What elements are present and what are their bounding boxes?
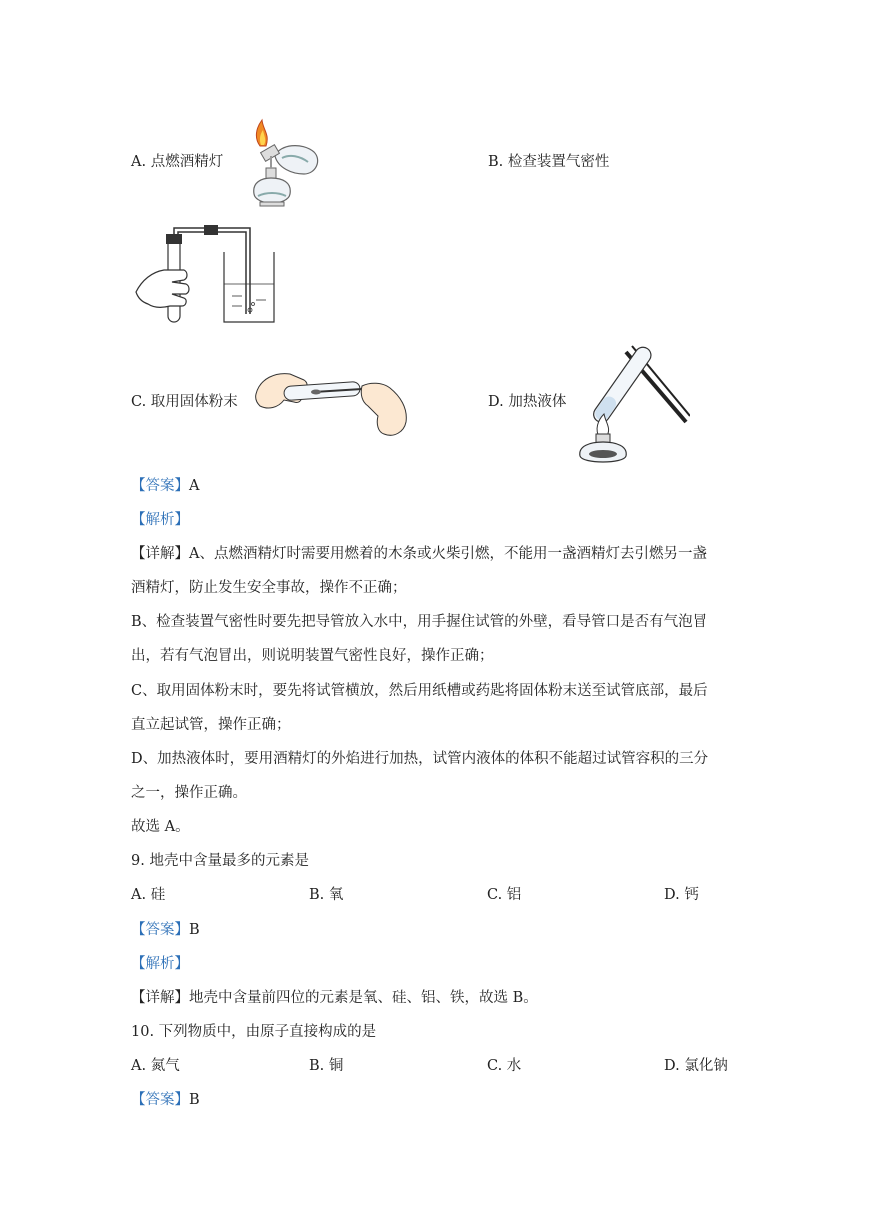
- q10-answer: [131, 1090, 200, 1110]
- q9-answer: [131, 920, 200, 940]
- q10-option-d: D. 氯化钠: [664, 1058, 728, 1074]
- answer-value: B: [189, 1092, 200, 1108]
- q8-detail-line-8: 之一，操作正确。: [131, 785, 247, 801]
- detail-tag: 【详解】: [131, 990, 189, 1006]
- q9-option-a: A. 硅: [131, 887, 166, 903]
- q8-detail-line-1: [131, 544, 707, 564]
- answer-value: A: [189, 478, 200, 494]
- q9-detail: [131, 988, 538, 1008]
- q9-option-c: C. 铝: [487, 887, 522, 903]
- answer-tag: 【答案】: [131, 1092, 189, 1108]
- q8-option-b: B. 检查装置气密性: [488, 154, 610, 170]
- q9-analysis-tag: 【解析】: [131, 956, 189, 972]
- q10-stem: 10. 下列物质中，由原子直接构成的是: [131, 1024, 377, 1040]
- answer-tag: 【答案】: [131, 922, 189, 938]
- detail-text: 地壳中含量前四位的元素是氧、硅、铝、铁，故选 B。: [189, 990, 538, 1006]
- q9-option-d: D. 钙: [664, 887, 699, 903]
- answer-value: B: [189, 922, 200, 938]
- q8-detail-line-7: D、加热液体时，要用酒精灯的外焰进行加热，试管内液体的体积不能超过试管容积的三分: [131, 751, 709, 767]
- q8-option-d: D. 加热液体: [488, 394, 567, 410]
- q10-option-c: C. 水: [487, 1058, 522, 1074]
- lighting-alcohol-lamp-figure: [230, 116, 330, 214]
- q8-detail-line-9: 故选 A。: [131, 819, 190, 835]
- gas-tightness-check-figure: [132, 222, 282, 332]
- q9-stem: 9. 地壳中含量最多的元素是: [131, 853, 309, 869]
- q8-detail-line-5: C、取用固体粉末时，要先将试管横放，然后用纸槽或药匙将固体粉末送至试管底部，最后: [131, 683, 708, 699]
- q9-option-b: B. 氧: [309, 887, 344, 903]
- detail-tag: 【详解】: [131, 546, 189, 562]
- answer-tag: 【答案】: [131, 478, 189, 494]
- q8-detail-line-3: B、检查装置气密性时要先把导管放入水中，用手握住试管的外壁，看导管口是否有气泡冒: [131, 614, 708, 630]
- q8-detail-line-4: 出，若有气泡冒出，则说明装置气密性良好，操作正确；: [131, 648, 494, 664]
- solid-powder-taking-figure: [254, 364, 412, 440]
- q8-analysis-tag: 【解析】: [131, 512, 189, 528]
- q8-detail-line-6: 直立起试管，操作正确；: [131, 717, 291, 733]
- q8-answer: [131, 476, 199, 496]
- q8-detail-line-2: 酒精灯，防止发生安全事故，操作不正确；: [131, 580, 407, 596]
- detail-text: A、点燃酒精灯时需要用燃着的木条或火柴引燃，不能用一盏酒精灯去引燃另一盏: [189, 546, 707, 562]
- q8-option-c: C. 取用固体粉末: [131, 394, 238, 410]
- q10-option-a: A. 氮气: [131, 1058, 180, 1074]
- heating-liquid-figure: [570, 338, 690, 466]
- q10-option-b: B. 铜: [309, 1058, 344, 1074]
- q8-option-a: A. 点燃酒精灯: [131, 154, 224, 170]
